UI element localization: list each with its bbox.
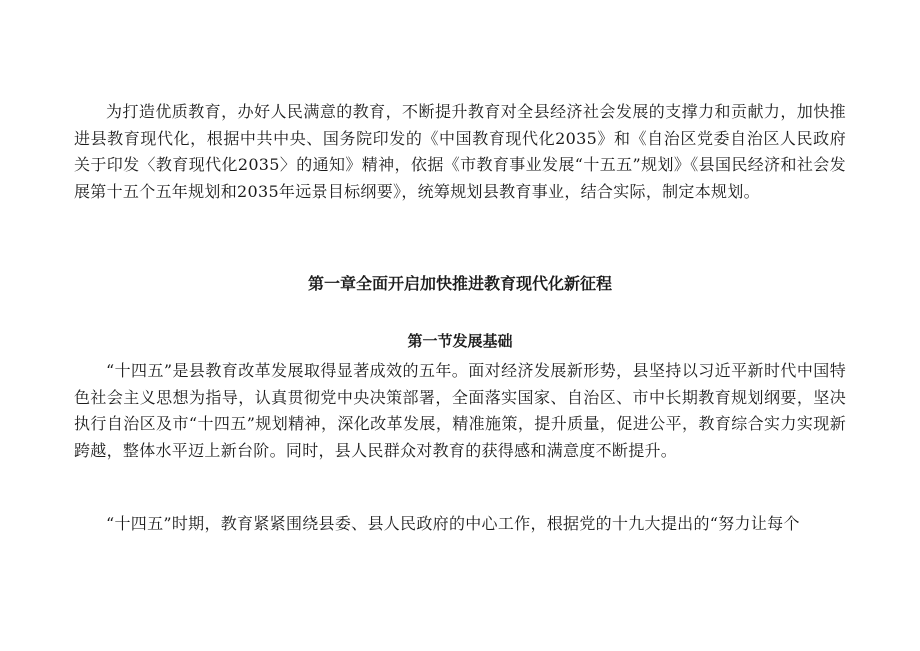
body-paragraph: “十四五”是县教育改革发展取得显著成效的五年。面对经济发展新形势，县坚持以习近平新时代中国特色社会主义思想为指导，认真贯彻党中央决策部署，全面落实国家、自治区、市中长期教育规划纲要，坚决执行自治区及市“十四五”规划精神，深化改革发展，精准施策，提升质量，促进公平，教育综合实力实现新跨越，整体水平迈上新台阶。同时，县人民群众对教育的获得感和满意度不断提升。: [74, 361, 846, 460]
chapter-title: 第一章全面开启加快推进教育现代化新征程: [307, 274, 612, 293]
section-title: 第一节发展基础: [407, 332, 513, 350]
intro-paragraph: 为打造优质教育，办好人民满意的教育，不断提升教育对全县经济社会发展的支撑力和贡献力，加快推进县教育现代化，根据中共中央、国务院印发的《中国教育现代化2035》和《自治区党委自治区人民政府关于印发〈教育现代化2035〉的通知》精神，依据《市教育事业发展“十五五”规划》《县国民经济和社会发展第十五个五年规划和2035年远景目标纲要》，统筹规划县教育事业，结合实际，制定本规划。: [74, 102, 846, 201]
body-paragraph-continued: “十四五”时期，教育紧紧围绕县委、县人民政府的中心工作，根据党的十九大提出的“努力让每个: [106, 514, 800, 533]
